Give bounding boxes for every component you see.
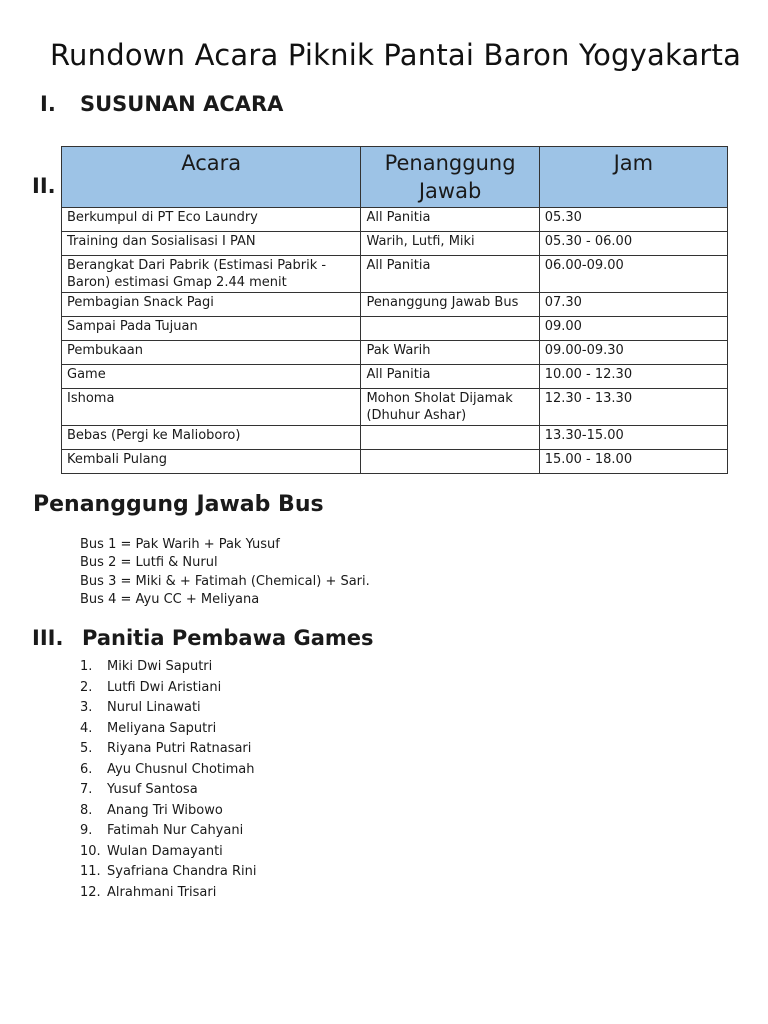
table-cell (361, 426, 539, 450)
table-row (62, 450, 728, 474)
table-cell: 09.00 (539, 317, 727, 341)
column-header: Penanggung Jawab (361, 147, 539, 208)
list-name: Meliyana Saputri (107, 720, 217, 736)
list-item (80, 801, 256, 822)
table-row (62, 208, 728, 232)
table-cell: Berangkat Dari Pabrik (Estimasi Pabrik - Baron) estimasi Gmap 2.44 menit (62, 256, 361, 293)
table-cell: All Panitia (361, 256, 539, 293)
list-number: 11. (80, 864, 101, 879)
list-number: 12. (80, 884, 101, 900)
list-name: Syafriana Chandra Rini (107, 864, 257, 879)
bus-line: Bus 2 = Lutfi & Nurul (80, 555, 218, 571)
bus-list (80, 536, 370, 609)
table-row (62, 426, 728, 450)
list-number: 1. (80, 659, 93, 674)
section-number-2: II. (32, 174, 56, 198)
table-cell: 07.30 (539, 293, 727, 317)
list-number: 3. (80, 700, 93, 715)
list-name: Lutfi Dwi Aristiani (107, 679, 222, 695)
list-number: 5. (80, 741, 93, 756)
table-cell: Bebas (Pergi ke Malioboro) (62, 426, 361, 450)
table-cell: Warih, Lutfi, Miki (361, 232, 539, 256)
list-item (80, 657, 256, 678)
table-row (62, 317, 728, 341)
table-cell: Penanggung Jawab Bus (361, 293, 539, 317)
list-name: Riyana Putri Ratnasari (107, 741, 252, 756)
list-name: Nurul Linawati (107, 700, 201, 715)
rundown-table (61, 146, 728, 474)
games-committee-list (80, 657, 256, 903)
column-header: Acara (62, 147, 361, 208)
list-number: 7. (80, 782, 93, 797)
table-cell: Berkumpul di PT Eco Laundry (62, 208, 361, 232)
table-header-row (62, 147, 728, 208)
list-number: 8. (80, 802, 93, 818)
table-cell: All Panitia (361, 208, 539, 232)
section-title: SUSUNAN ACARA (80, 92, 284, 116)
list-number: 9. (80, 823, 93, 838)
list-item (80, 739, 256, 760)
list-name: Miki Dwi Saputri (107, 659, 213, 674)
table-cell: Pak Warih (361, 341, 539, 365)
list-name: Ayu Chusnul Chotimah (107, 761, 255, 777)
page-title: Rundown Acara Piknik Pantai Baron Yogyakarta (50, 38, 742, 72)
list-number: 6. (80, 761, 93, 777)
section-title: Panitia Pembawa Games (82, 626, 374, 650)
list-item (80, 760, 256, 781)
section-heading-susunan-acara (40, 92, 283, 116)
table-cell: Sampai Pada Tujuan (62, 317, 361, 341)
table-cell: Training dan Sosialisasi I PAN (62, 232, 361, 256)
section-heading-panitia-games (32, 626, 374, 650)
list-number: 10. (80, 843, 101, 859)
table-cell: 12.30 - 13.30 (539, 389, 727, 426)
list-item (80, 780, 256, 801)
table-cell: Pembukaan (62, 341, 361, 365)
list-item (80, 842, 256, 863)
table-cell: Mohon Sholat Dijamak (Dhuhur Ashar) (361, 389, 539, 426)
table-cell: Ishoma (62, 389, 361, 426)
list-number: 4. (80, 720, 93, 736)
list-item (80, 678, 256, 699)
table-cell: All Panitia (361, 365, 539, 389)
list-item (80, 719, 256, 740)
list-name: Alrahmani Trisari (107, 884, 217, 900)
table-cell: Kembali Pulang (62, 450, 361, 474)
table-row (62, 389, 728, 426)
table-row (62, 293, 728, 317)
table-cell: 15.00 - 18.00 (539, 450, 727, 474)
list-item (80, 821, 256, 842)
bus-line: Bus 3 = Miki & + Fatimah (Chemical) + Sari. (80, 573, 370, 589)
table-cell: 10.00 - 12.30 (539, 365, 727, 389)
table-cell: 13.30-15.00 (539, 426, 727, 450)
list-name: Wulan Damayanti (107, 843, 223, 859)
table-cell: Game (62, 365, 361, 389)
section-number: I. (40, 92, 56, 116)
table-cell: 09.00-09.30 (539, 341, 727, 365)
list-name: Yusuf Santosa (107, 782, 198, 797)
table-cell: 05.30 - 06.00 (539, 232, 727, 256)
column-header: Jam (539, 147, 727, 208)
list-number: 2. (80, 679, 93, 695)
table-cell (361, 317, 539, 341)
table-cell (361, 450, 539, 474)
table-cell: Pembagian Snack Pagi (62, 293, 361, 317)
list-item (80, 862, 256, 883)
table-cell: 05.30 (539, 208, 727, 232)
table-cell: 06.00-09.00 (539, 256, 727, 293)
list-name: Fatimah Nur Cahyani (107, 823, 244, 838)
table-row (62, 365, 728, 389)
bus-line: Bus 1 = Pak Warih + Pak Yusuf (80, 537, 280, 552)
bus-section-heading: Penanggung Jawab Bus (33, 492, 324, 517)
list-item (80, 883, 256, 904)
table-row (62, 256, 728, 293)
list-name: Anang Tri Wibowo (107, 802, 223, 818)
list-item (80, 698, 256, 719)
table-row (62, 341, 728, 365)
section-number: III. (32, 626, 64, 650)
table-row (62, 232, 728, 256)
bus-line: Bus 4 = Ayu CC + Meliyana (80, 591, 260, 607)
